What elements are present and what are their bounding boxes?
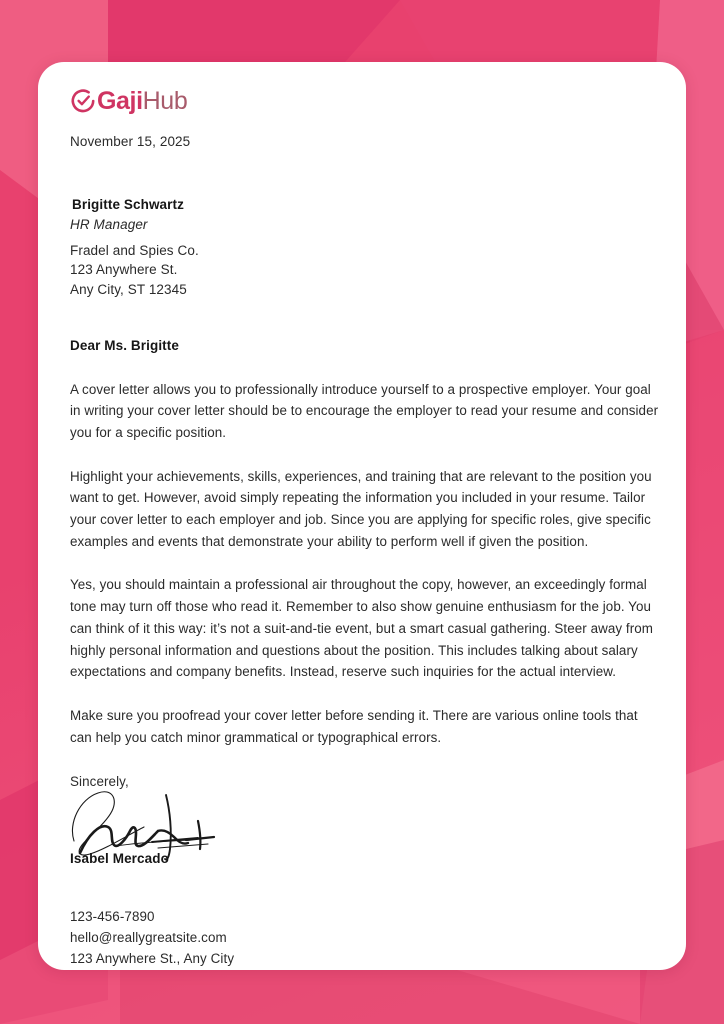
recipient-title: HR Manager bbox=[70, 217, 148, 233]
recipient-city-state-zip: Any City, ST 12345 bbox=[70, 281, 187, 297]
contact-address: 123 Anywhere St., Any City bbox=[70, 950, 235, 966]
recipient-block bbox=[70, 195, 660, 300]
brand-logo-primary: Gaji bbox=[97, 86, 143, 115]
recipient-street: 123 Anywhere St. bbox=[70, 262, 178, 278]
signature-block bbox=[70, 783, 660, 879]
contact-email[interactable]: hello@reallygreatsite.com bbox=[70, 930, 227, 946]
contact-phone[interactable]: 123-456-7890 bbox=[70, 909, 155, 925]
closing-line: Sincerely, bbox=[70, 774, 129, 790]
letter-date: November 15, 2025 bbox=[70, 134, 191, 149]
body-paragraph: Yes, you should maintain a professional air throughout the copy, however, an exceedingly formal tone may turn off those who read it. Remember to also show genuine enthusiasm for the job. You can think of it this way: it’s not a suit-and-tie event, but a smart casual gathering. Steer away from highly personal information and questions about the position. This includes talking about salary expectations and company benefits. Instead, reserve such inquiries for the actual interview. bbox=[70, 577, 653, 680]
recipient-name: Brigitte Schwartz bbox=[72, 197, 184, 212]
circle-check-icon bbox=[70, 88, 96, 114]
body-paragraph: A cover letter allows you to professionally introduce yourself to a prospective employer. Your goal in writing your cover letter should be to encourage the employer to read your resume and consider you for a specific position. bbox=[70, 381, 659, 440]
letter-card bbox=[38, 62, 686, 970]
salutation: Dear Ms. Brigitte bbox=[70, 337, 179, 353]
recipient-company: Fradel and Spies Co. bbox=[70, 242, 199, 258]
brand-logo[interactable] bbox=[70, 84, 660, 118]
letter-content bbox=[70, 84, 660, 966]
brand-logo-text bbox=[97, 86, 188, 115]
signer-name: Isabel Mercado bbox=[70, 851, 169, 867]
body-paragraph: Make sure you proofread your cover letter before sending it. There are various online tools that can help you catch minor grammatical or typographical errors. bbox=[70, 707, 638, 745]
brand-logo-secondary: Hub bbox=[142, 86, 188, 115]
body-paragraph: Highlight your achievements, skills, experiences, and training that are relevant to the position you want to get. However, avoid simply repeating the information you included in your resume. Tailor your cover letter to each employer and job. Since you are applying for specific roles, give specific examples and events that demonstrate your ability to perform well if given the position. bbox=[70, 468, 652, 549]
contact-block bbox=[70, 907, 660, 969]
